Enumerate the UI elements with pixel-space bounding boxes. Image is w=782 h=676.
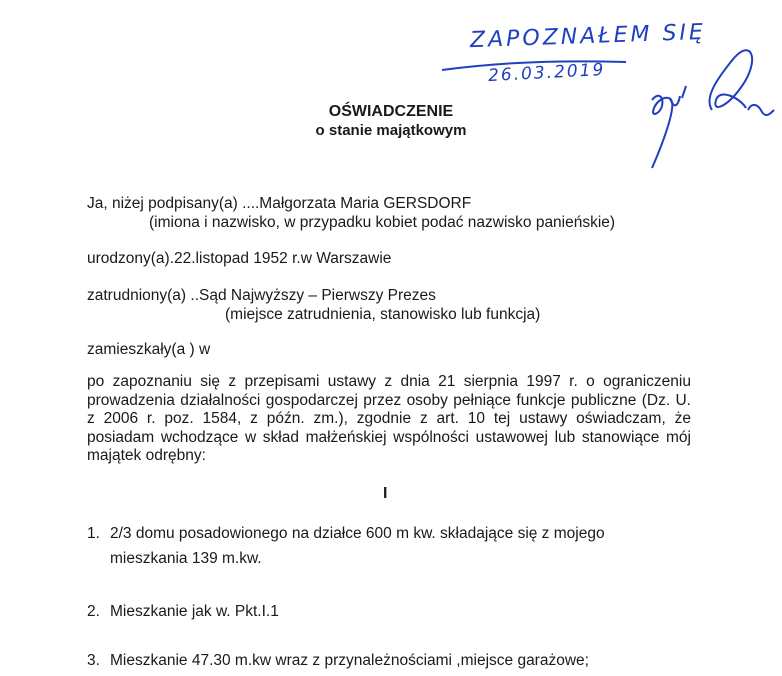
list-item-text: Mieszkanie 47.30 m.kw wraz z przynależnościami ,miejsce garażowe;	[110, 652, 589, 669]
document-subtitle: o stanie majątkowym	[315, 122, 467, 139]
employed-hint: (miejsce zatrudnienia, stanowisko lub funkcja)	[225, 306, 541, 323]
list-item-number: 2.	[87, 603, 100, 620]
list-item-text-continued: mieszkania 139 m.kw.	[110, 550, 262, 567]
declaration-paragraph: po zapoznaniu się z przepisami ustawy z dnia 21 sierpnia 1997 r. o ograniczeniu prowadzenia działalności gospodarczej przez osoby pełniące funkcje publiczne (Dz. U. z 2006 r. poz. 1584, z późn. zm.), zgodnie z art. 10 tej ustawy oświadczam, że posiadam wchodzące w skład małżeńskiej wspólności ustawowej lub stanowiące mój majątek odrębny:	[87, 373, 691, 465]
list-item-number: 1.	[87, 525, 100, 542]
list-item-text: Mieszkanie jak w. Pkt.I.1	[110, 603, 279, 620]
declarant-line: Ja, niżej podpisany(a) ....Małgorzata Maria GERSDORF	[87, 195, 472, 212]
residence-line: zamieszkały(a ) w	[87, 341, 211, 358]
document-title: OŚWIADCZENIE	[328, 103, 454, 120]
born-line: urodzony(a).22.listopad 1952 r.w Warszawie	[87, 250, 392, 267]
handwritten-note: ZAPOZNAŁEM SIĘ	[469, 19, 707, 54]
list-item-number: 3.	[87, 652, 100, 669]
declarant-hint: (imiona i nazwisko, w przypadku kobiet podać nazwisko panieńskie)	[149, 214, 616, 231]
handwritten-date: 26.03.2019	[487, 59, 606, 87]
employed-line: zatrudniony(a) ..Sąd Najwyższy – Pierwszy Prezes	[87, 287, 436, 304]
section-heading: I	[383, 485, 388, 502]
list-item-text: 2/3 domu posadowionego na działce 600 m kw. składające się z mojego	[110, 525, 605, 542]
